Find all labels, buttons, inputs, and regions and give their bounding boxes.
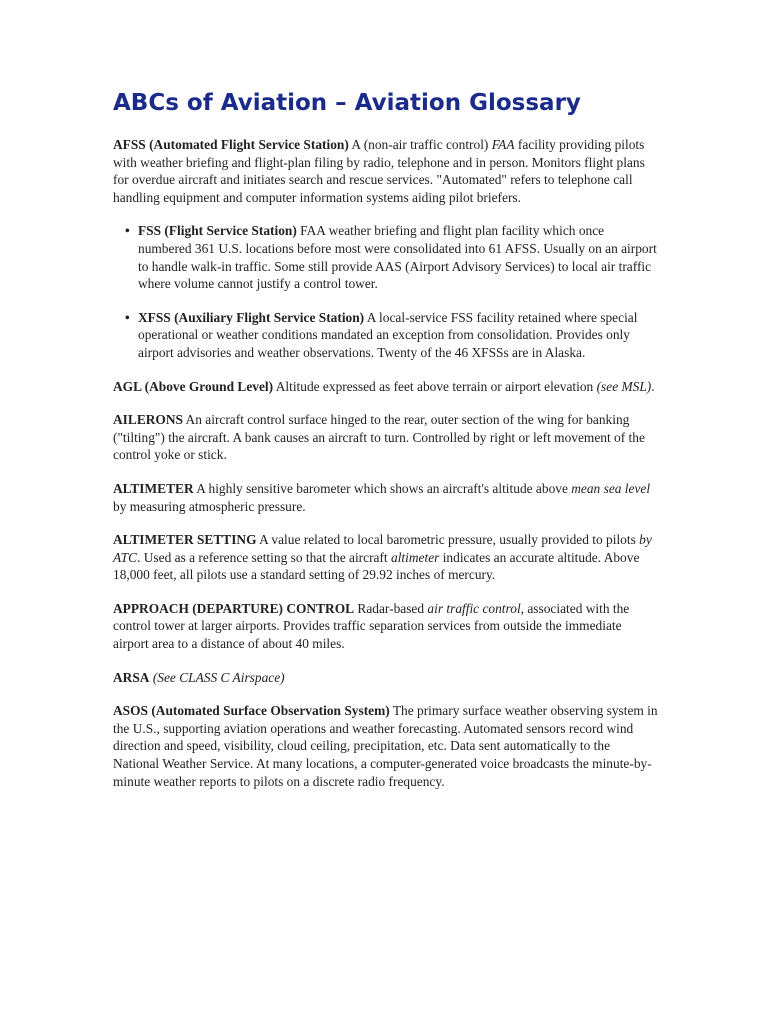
entry-italic-text: (see MSL): [596, 378, 652, 394]
bullet-icon: •: [125, 309, 130, 325]
entry-text: , associated with the control tower at larger airports. Provides traffic separation services from outside the immediate airport area to a distance of about 40 miles.: [113, 600, 630, 652]
entry-italic-text: (See CLASS C Airspace): [152, 669, 285, 685]
entry-text: A value related to local barometric pressure, usually provided to pilots: [256, 532, 640, 548]
entry-ailerons: [113, 411, 658, 464]
entry-text: Altitude expressed as feet above terrain or airport elevation: [273, 378, 597, 394]
entry-term: APPROACH (DEPARTURE) CONTROL: [113, 600, 355, 616]
entry-term: AGL (Above Ground Level): [113, 378, 274, 394]
entry-text: .: [651, 378, 655, 394]
entry-term: ALTIMETER SETTING: [113, 532, 257, 548]
entry-italic-text: altimeter: [391, 549, 440, 565]
entry-term: AILERONS: [113, 412, 183, 428]
page-title: ABCs of Aviation – Aviation Glossary: [113, 90, 581, 116]
bullet-icon: •: [125, 223, 130, 239]
entry-agl: [113, 378, 658, 396]
entry-text: facility providing pilots with weather briefing and flight-plan filing by radio, telephone and in person. Monitors flight plans for overdue aircraft and initiates search and rescue services. "Automated" refers to telephone call handling equipment and computer information systems aiding pilot briefers.: [113, 137, 645, 205]
entry-italic-text: by ATC: [113, 532, 652, 565]
entry-text: A local-service FSS facility retained where special operational or weather conditions mandated an exception from consolidation. Provides only airport advisories and weather observations. Twenty of the 46 XFSSs are in Alaska.: [138, 309, 638, 360]
glossary-page: [113, 88, 658, 806]
entry-arsa: [113, 669, 658, 687]
entry-term: FSS (Flight Service Station): [138, 223, 297, 239]
entry-text: A (non-air traffic control): [348, 137, 492, 152]
entry-term: AFSS (Automated Flight Service Station): [113, 137, 349, 152]
entry-text: FAA weather briefing and flight plan facility which once numbered 361 U.S. locations before most were consolidated into 61 AFSS. Usually on an airport to handle walk-in traffic. Some still provide AAS (Airport Advisory Services) to local air traffic where volume cannot justify a control tower.: [138, 223, 657, 292]
list-item-fss: [125, 222, 658, 292]
entry-text: indicates an accurate altitude. Above 18,000 feet, all pilots use a standard setting of 29.92 inches of mercury.: [113, 549, 640, 583]
entry-altimeter-setting: [113, 531, 658, 584]
list-item-xfss: [125, 309, 658, 362]
afss-sub-list: [113, 222, 658, 361]
entry-term: ASOS (Automated Surface Observation System): [113, 703, 390, 719]
entry-approach-control: [113, 600, 658, 653]
entry-text: . Used as a reference setting so that the aircraft: [137, 549, 391, 565]
entry-italic-text: FAA: [491, 137, 515, 152]
entry-altimeter: [113, 480, 658, 515]
entry-text: An aircraft control surface hinged to the rear, outer section of the wing for banking ("tilting") the aircraft. A bank causes an aircraft to turn. Controlled by right or left movement of the control yoke or stick.: [113, 412, 645, 463]
entry-italic-text: air traffic control: [427, 600, 521, 616]
entry-term: XFSS (Auxiliary Flight Service Station): [138, 309, 365, 325]
entry-asos: [113, 702, 658, 790]
entry-text: A highly sensitive barometer which shows an aircraft's altitude above: [193, 480, 572, 496]
entry-afss: [113, 136, 658, 206]
entry-term: ARSA: [113, 669, 150, 685]
entry-text: The primary surface weather observing system in the U.S., supporting aviation operations and weather forecasting. Automated sensors record wind direction and speed, visibility, cloud ceiling, precipitation, etc. Data sent automatically to the National Weather Service. At many locations, a computer-generated voice broadcasts the minute-by-minute weather reports to pilots on a discrete radio frequency.: [113, 703, 658, 789]
entry-term: ALTIMETER: [113, 480, 194, 496]
entry-italic-text: mean sea level: [571, 480, 651, 496]
entry-text: by measuring atmospheric pressure.: [113, 498, 306, 514]
entry-text: Radar-based: [354, 600, 428, 616]
